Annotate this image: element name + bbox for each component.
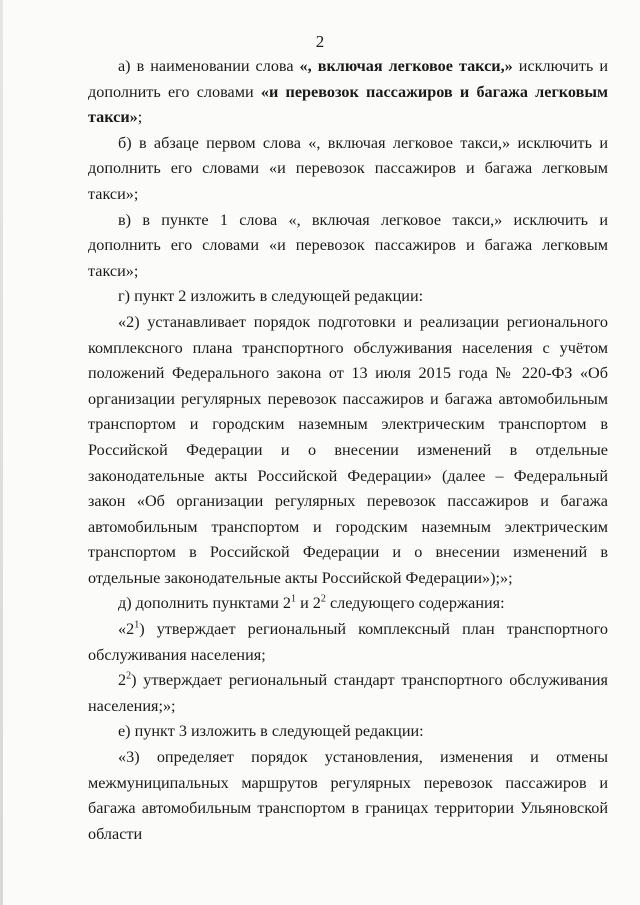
page-number: 2: [315, 32, 325, 51]
paragraph-d2: [88, 668, 608, 719]
paragraph-a-text-2: исключить и дополнить его словами: [88, 57, 608, 101]
paragraph-a-text-1: а) в наименовании слова: [118, 57, 300, 75]
paragraph-e: е) пункт 3 изложить в следующей редакции:: [118, 722, 424, 741]
paragraph-g: г) пункт 2 изложить в следующей редакции:: [118, 287, 424, 306]
paragraph-d: [88, 591, 608, 617]
paragraph-d1: [88, 617, 608, 668]
paragraph-b: б) в абзаце первом слова «, включая легковое такси,» исключить и дополнить его словами «и перевозок пассажиров и багажа легковым такси»;: [88, 133, 608, 203]
paragraph-e-quote: «3) определяет порядок установления, изменения и отмены межмуниципальных маршрутов регулярных перевозок пассажиров и багажа автомобильным транспортом в границах территории Ульяновской области: [88, 748, 608, 843]
paragraph-a: [88, 54, 608, 131]
paragraph-a-bold-2: «и перевозок пассажиров и багажа легковым такси»: [88, 82, 608, 127]
paragraph-v: в) в пункте 1 слова «, включая легковое такси,» исключить и дополнить его словами «и перевозок пассажиров и багажа легковым такси»;: [88, 210, 608, 280]
paragraph-d2-text-1: 2: [118, 671, 127, 690]
scan-edge: [0, 0, 3, 905]
paragraph-d1-text-2: ) утверждает региональный комплексный план транспортного обслуживания населения;: [88, 620, 608, 664]
paragraph-a-bold-1: «, включая легковое такси,»: [299, 57, 513, 75]
paragraph-d-text-1: д) дополнить пунктами 2: [118, 594, 292, 613]
paragraph-d2-sup: 2: [126, 670, 132, 682]
paragraph-a-text-3: ;: [137, 108, 143, 127]
document-body: [88, 54, 608, 847]
paragraph-d-text-3: следующего содержания:: [325, 594, 505, 613]
paragraph-d-sup-2: 2: [320, 594, 326, 606]
paragraph-d1-sup: 1: [134, 619, 140, 631]
paragraph-g-quote: «2) устанавливает порядок подготовки и реализации регионального комплексного плана транспортного обслуживания населения с учётом положений Федерального закона от 13 июля 2015 года № 220-ФЗ «Об организации регулярных перевозок пассажиров и багажа автомобильным транспортом и городским наземным электрическим транспортом в Российской Федерации и о внесении изменений в отдельные законодательные акты Российской Федерации» (далее – Федеральный закон «Об организации регулярных перевозок пассажиров и багажа автомобильным транспортом и городским наземным электрическим транспортом в Российской Федерации и о внесении изменений в отдельные законодательные акты Российской Федерации»);»;: [88, 312, 608, 587]
paragraph-d1-text-1: «2: [118, 620, 135, 639]
paragraph-d-text-2: и 2: [296, 594, 321, 613]
paragraph-d-sup-1: 1: [291, 594, 297, 606]
paragraph-d2-text-2: ) утверждает региональный стандарт транспортного обслуживания населения;»;: [88, 671, 608, 715]
